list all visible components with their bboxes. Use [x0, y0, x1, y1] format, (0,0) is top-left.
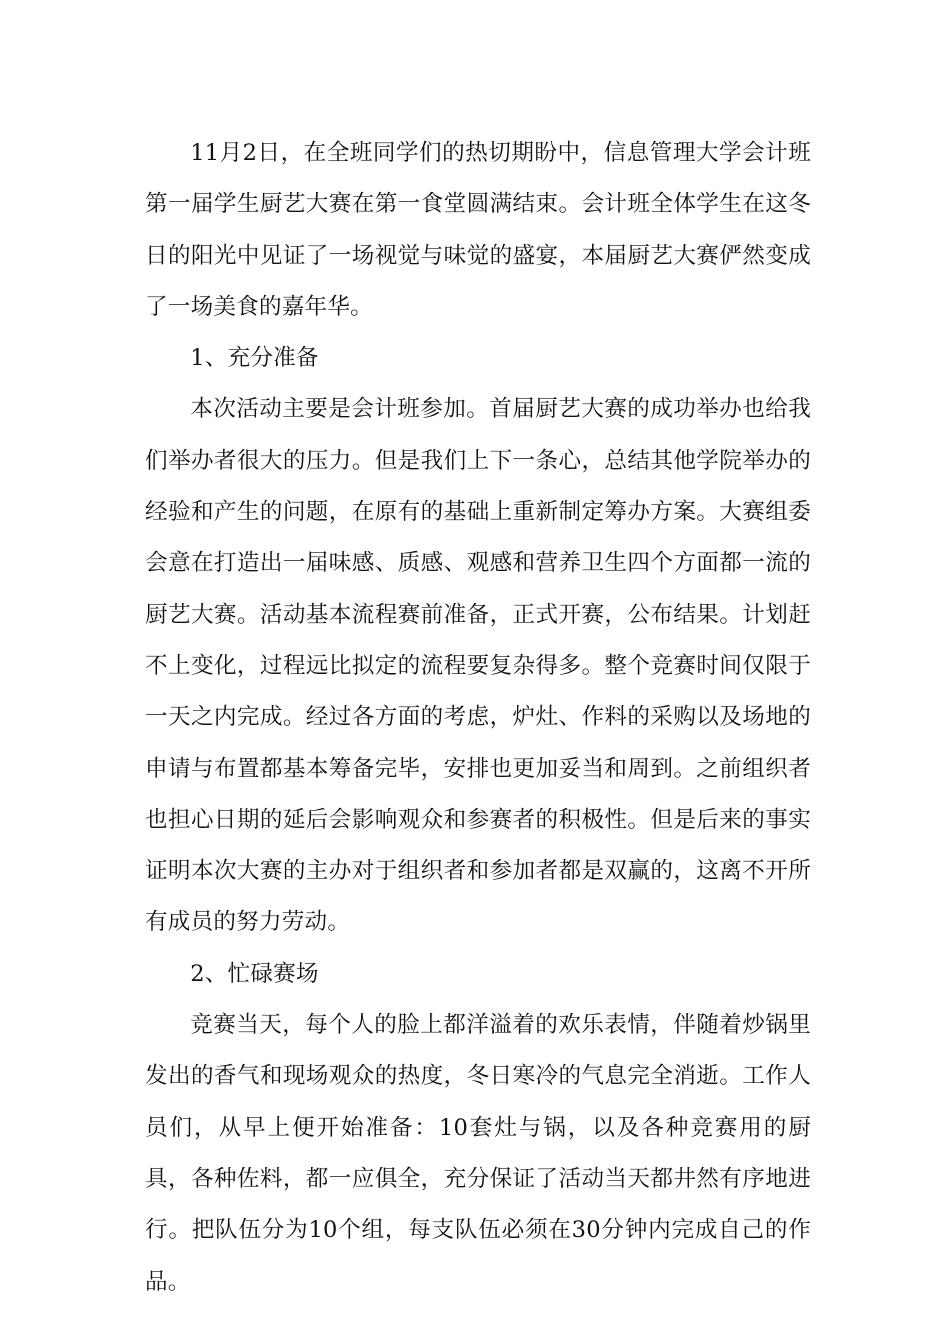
intro-paragraph: 11月2日，在全班同学们的热切期盼中，信息管理大学会计班第一届学生厨艺大赛在第一食堂圆满结束。会计班全体学生在这冬日的阳光中见证了一场视觉与味觉的盛宴，本届厨艺大赛俨然变成了一场美食的嘉年华。 — [145, 140, 811, 320]
section-heading-preparation: 1、充分准备 — [190, 345, 319, 372]
section-heading-competition: 2、忙碌赛场 — [190, 960, 319, 987]
document-body — [145, 128, 811, 1308]
competition-paragraph: 竞赛当天，每个人的脸上都洋溢着的欢乐表情，伴随着炒锅里发出的香气和现场观众的热度，冬日寒冷的气息完全消逝。工作人员们，从早上便开始准备：10套灶与锅，以及各种竞赛用的厨具，各种佐料，都一应俱全，充分保证了活动当天都井然有序地进行。把队伍分为10个组，每支队伍必须在30分钟内完成自己的作品。 — [145, 1012, 811, 1295]
preparation-paragraph: 本次活动主要是会计班参加。首届厨艺大赛的成功举办也给我们举办者很大的压力。但是我们上下一条心，总结其他学院举办的经验和产生的问题，在原有的基础上重新制定筹办方案。大赛组委会意在打造出一届味感、质感、观感和营养卫生四个方面都一流的厨艺大赛。活动基本流程赛前准备，正式开赛，公布结果。计划赶不上变化，过程远比拟定的流程要复杂得多。整个竞赛时间仅限于一天之内完成。经过各方面的考虑，炉灶、作料的采购以及场地的申请与布置都基本筹备完毕，安排也更加妥当和周到。之前组织者也担心日期的延后会影响观众和参赛者的积极性。但是后来的事实证明本次大赛的主办对于组织者和参加者都是双赢的，这离不开所有成员的努力劳动。 — [145, 396, 811, 936]
